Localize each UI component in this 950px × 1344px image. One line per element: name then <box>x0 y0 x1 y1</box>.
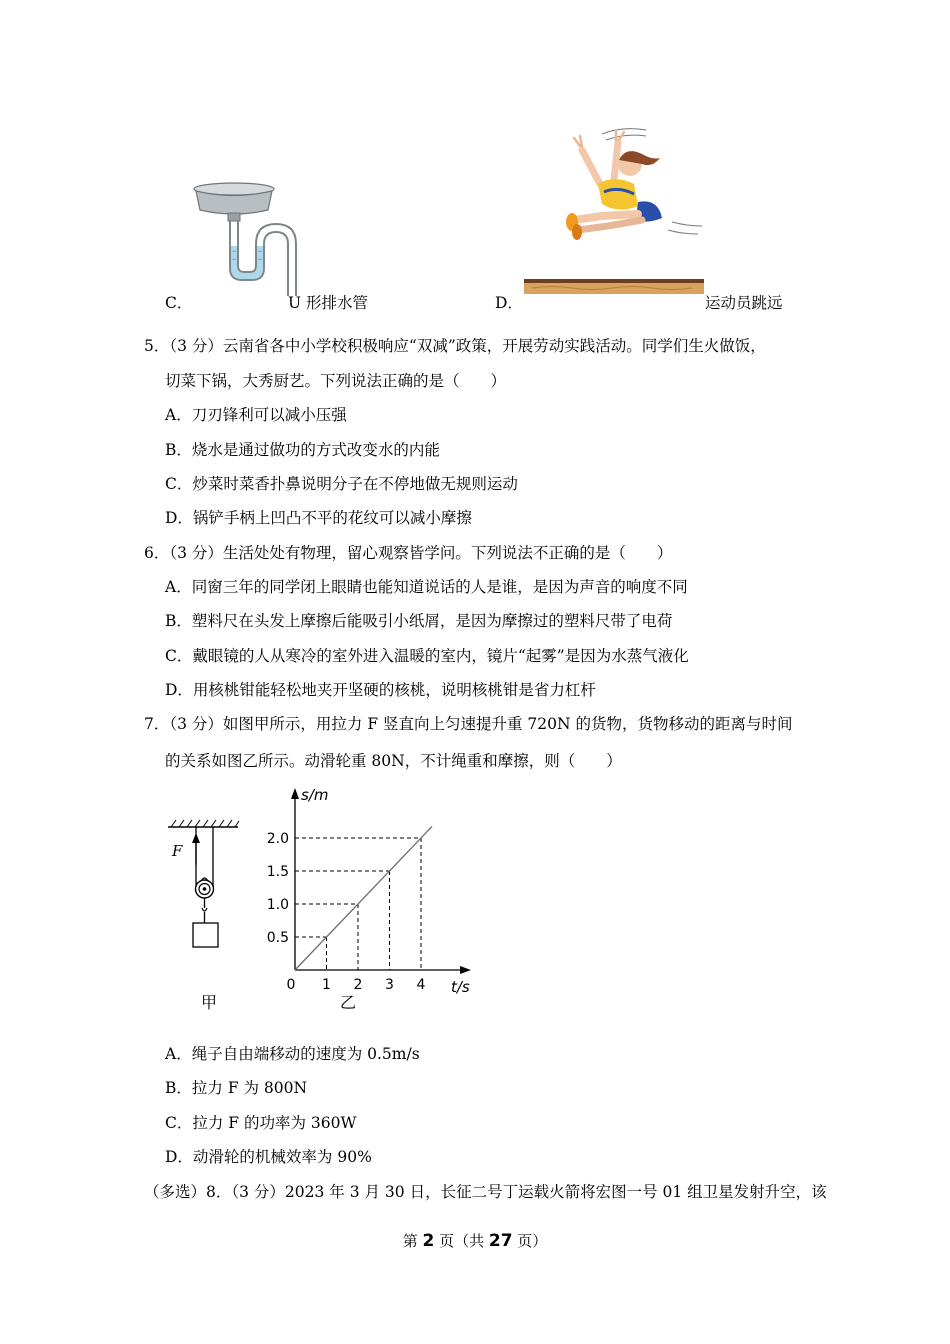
footer-total-pages: 27 <box>488 1231 513 1251</box>
y-axis-label: s/m <box>301 786 329 804</box>
q5-option-a: A．刀刃锋利可以减小压强 <box>165 406 347 424</box>
q6-option-c: C．戴眼镜的人从寒冷的室外进入温暖的室内，镜片“起雾”是因为水蒸气液化 <box>165 647 689 665</box>
q6-option-d: D．用核桃钳能轻松地夹开坚硬的核桃，说明核桃钳是省力杠杆 <box>165 681 596 699</box>
q8-stem-line-1: （多选）8．（3 分）2023 年 3 月 30 日，长征二号丁运载火箭将宏图一号 01 组卫星发射升空，该 <box>144 1183 827 1201</box>
figure-jia-label: 甲 <box>201 993 218 1012</box>
footer-page-number: 2 <box>422 1231 435 1251</box>
q6-option-a: A．同窗三年的同学闭上眼睛也能知道说话的人是谁，是因为声音的响度不同 <box>165 578 688 596</box>
y-tick-label-0.5: 0.5 <box>266 930 289 946</box>
x-axis-label: t/s <box>451 978 470 996</box>
q7-option-d: D．动滑轮的机械效率为 90% <box>165 1148 372 1166</box>
q5-stem-line-2: 切菜下锅，大秀厨艺。下列说法正确的是（ ） <box>165 372 507 390</box>
series-line <box>295 826 432 970</box>
x-tick-label-1: 1 <box>322 977 331 993</box>
option-d-caption: 运动员跳远 <box>705 294 783 312</box>
s-t-graph <box>255 780 485 1020</box>
q6-stem: 6．（3 分）生活处处有物理，留心观察皆学问。下列说法不正确的是（ ） <box>144 544 673 562</box>
u-shaped-drain-figure <box>190 182 300 300</box>
y-tick-label-1.5: 1.5 <box>266 864 289 880</box>
q7-stem-line-2: 的关系如图乙所示。动滑轮重 80N，不计绳重和摩擦，则（ ） <box>165 752 622 770</box>
footer-middle: 页（共 <box>434 1232 489 1250</box>
y-axis-arrow <box>291 788 299 799</box>
long-jump-athlete-figure <box>522 122 707 298</box>
x-axis-arrow <box>460 966 471 974</box>
y-tick-label-2.0: 2.0 <box>266 831 289 847</box>
q5-option-d: D．锅铲手柄上凹凸不平的花纹可以减小摩擦 <box>165 509 472 527</box>
q6-option-b: B．塑料尺在头发上摩擦后能吸引小纸屑，是因为摩擦过的塑料尺带了电荷 <box>165 612 673 630</box>
page-footer <box>0 1230 950 1251</box>
option-c-caption: U 形排水管 <box>288 294 368 312</box>
chart-marks <box>267 826 432 993</box>
q5-option-c: C．炒菜时菜香扑鼻说明分子在不停地做无规则运动 <box>165 475 518 493</box>
pulley-force-label: F <box>172 842 183 860</box>
footer-suffix: 页） <box>512 1232 548 1250</box>
q5-stem-line-1: 5．（3 分）云南省各中小学校积极响应“双减”政策，开展劳动实践活动。同学们生火做饭， <box>144 337 766 355</box>
q7-option-b: B．拉力 F 为 800N <box>165 1079 308 1097</box>
x-tick-label-3: 3 <box>385 977 394 993</box>
q7-option-a: A．绳子自由端移动的速度为 0.5m/s <box>165 1045 420 1063</box>
x-tick-label-4: 4 <box>416 977 426 993</box>
pulley-figure <box>165 815 245 955</box>
x-tick-label-0: 0 <box>286 977 296 993</box>
option-d-letter: D． <box>495 294 523 312</box>
y-tick-label-1.0: 1.0 <box>266 897 289 913</box>
x-tick-label-2: 2 <box>353 977 363 993</box>
footer-prefix: 第 <box>402 1232 423 1250</box>
figure-yi-label: 乙 <box>340 993 357 1012</box>
q5-option-b: B．烧水是通过做功的方式改变水的内能 <box>165 441 440 459</box>
q7-option-c: C．拉力 F 的功率为 360W <box>165 1114 357 1132</box>
option-c-letter: C． <box>165 294 193 312</box>
q7-stem-line-1: 7．（3 分）如图甲所示，用拉力 F 竖直向上匀速提升重 720N 的货物，货物移动的距离与时间 <box>144 715 793 733</box>
